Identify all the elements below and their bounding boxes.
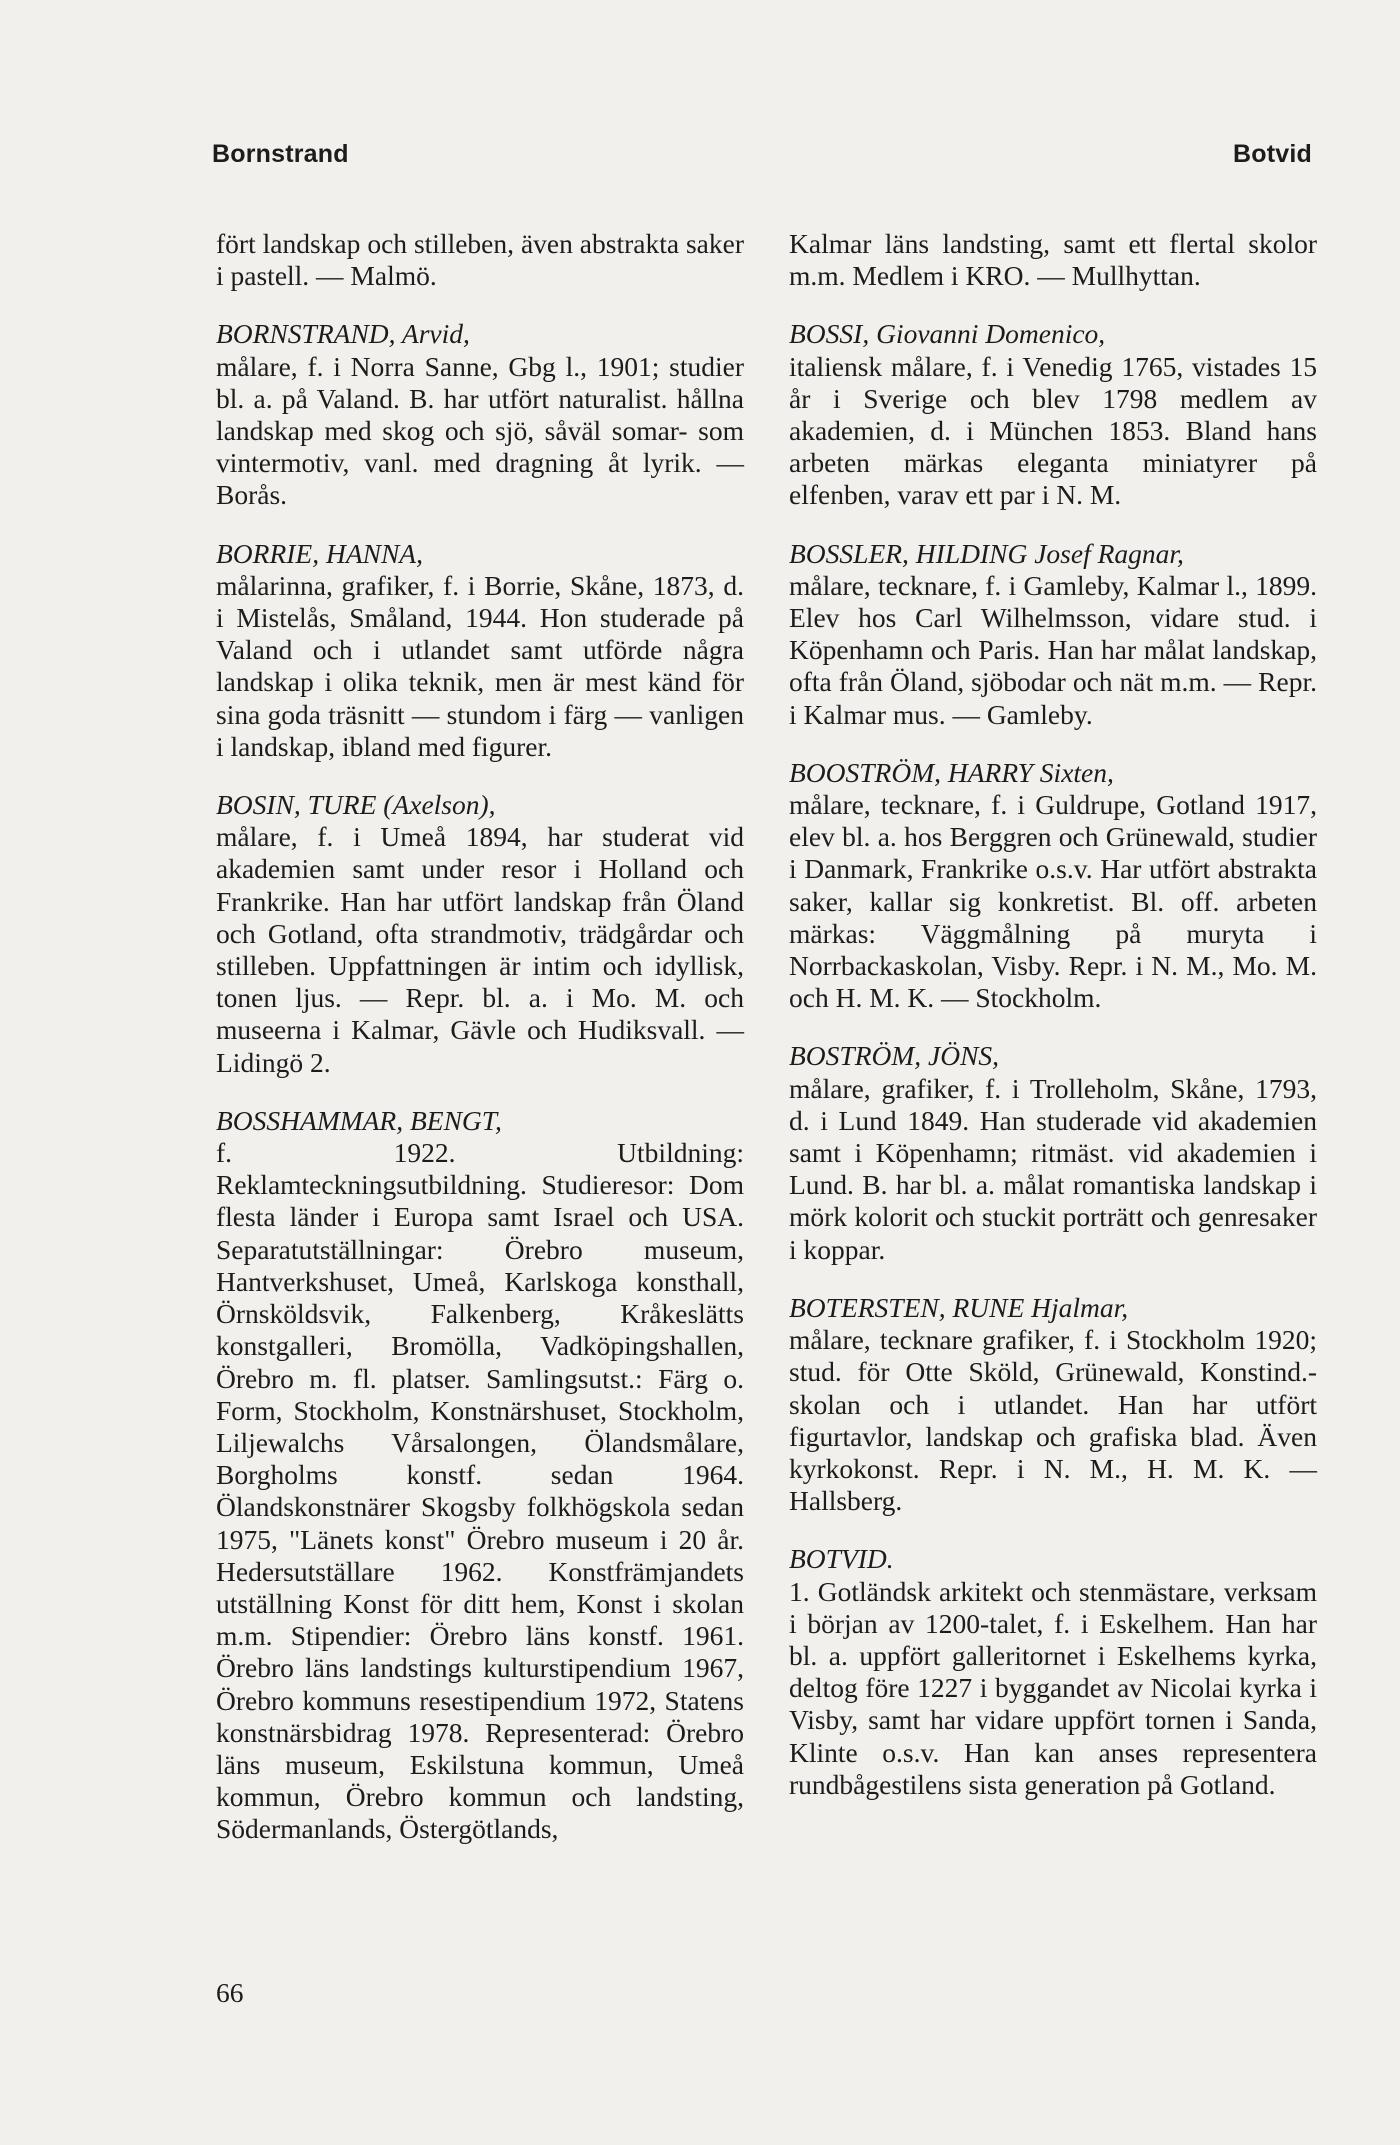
continuation-text-left: fört landskap och stilleben, även abstrakta saker i pastell. — Malmö. [216, 228, 744, 292]
entry-heading: BOTVID. [789, 1543, 894, 1575]
entry-heading: BOSIN, TURE (Axelson), [216, 789, 496, 821]
entry-body: målare, tecknare grafiker, f. i Stockholm 1920; stud. för Otte Sköld, Grünewald, Konstind.-skolan och i utlandet. Han har utfört figurtavlor, landskap och grafiska blad. Även kyrkokonst. Repr. i N. M., H. M. K. — Hallsberg. [789, 1324, 1317, 1517]
entry-heading: BOSSI, Giovanni Domenico, [789, 318, 1106, 350]
entry-botersten [789, 1292, 1317, 1517]
entry-body: målare, tecknare, f. i Gamleby, Kalmar l., 1899. Elev hos Carl Wilhelmsson, vidare stud. i Köpenhamn och Paris. Han har målat landskap, ofta från Öland, sjöbodar och nät m.m. — Repr. i Kalmar mus. — Gamleby. [789, 569, 1317, 730]
entry-bossler [789, 538, 1317, 731]
entry-heading: BORRIE, HANNA, [216, 537, 423, 569]
entry-bostrom [789, 1040, 1317, 1265]
entry-bosshammar [216, 1105, 744, 1846]
entry-body: 1. Gotländsk arkitekt och stenmästare, verksam i början av 1200-talet, f. i Eskelhem. Han har bl. a. uppfört galleritornet i Eskelhems kyrka, deltog före 1227 i byggandet av Nicolai kyrka i Visby, samt har vidare uppfört tornen i Sanda, Klinte o.s.v. Han kan anses representera rundbågestilens sista generation på Gotland. [789, 1575, 1317, 1800]
entry-heading: BORNSTRAND, Arvid, [216, 318, 470, 350]
entry-body: f. 1922. Utbildning: Reklamteckningsutbildning. Studieresor: Dom flesta länder i Europa samt Israel och USA. Separatutställningar: Örebro museum, Hantverkshuset, Umeå, Karlskoga konsthall, Örnsköldsvik, Falkenberg, Kråkeslätts konstgalleri, Bromölla, Vadköpingshallen, Örebro m. fl. platser. Samlingsutst.: Färg o. Form, Stockholm, Konstnärshuset, Stockholm, Liljewalchs Vårsalongen, Ölandsmålare, Borgholms konstf. sedan 1964. Ölandskonstnärer Skogsby folkhögskola sedan 1975, "Länets konst" Örebro museum i 20 år. Hedersutställare 1962. Konstfrämjandets utställning Konst för ditt hem, Konst i skolan m.m. Stipendier: Örebro läns konstf. 1961. Örebro läns landstings kulturstipendium 1967, Örebro kommuns resestipendium 1972, Statens konstnärsbidrag 1978. Representerad: Örebro läns museum, Eskilstuna kommun, Umeå kommun, Örebro kommun och landsting, Södermanlands, Östergötlands, [216, 1137, 744, 1845]
entry-botvid [789, 1543, 1317, 1801]
running-head-left: Bornstrand [212, 140, 349, 168]
entry-body: målarinna, grafiker, f. i Borrie, Skåne, 1873, d. i Mistelås, Småland, 1944. Hon studerade på Valand och i utlandet samt utförde några landskap i olika teknik, men är mest känd för sina goda träsnitt — stundom i färg — vanligen i landskap, ibland med figurer. [216, 569, 744, 762]
entry-bossi [789, 318, 1317, 511]
entry-bosin [216, 789, 744, 1079]
left-column [216, 228, 744, 1872]
entry-body: målare, f. i Norra Sanne, Gbg l., 1901; studier bl. a. på Valand. B. har utfört naturalist. hållna landskap med skog och sjö, såväl somar- som vintermotiv, vanl. med dragning åt lyrik. — Borås. [216, 350, 744, 511]
entry-body: målare, f. i Umeå 1894, har studerat vid akademien samt under resor i Holland och Frankrike. Han har utfört landskap från Öland och Gotland, ofta strandmotiv, trädgårdar och stilleben. Uppfattningen är intim och idyllisk, tonen ljus. — Repr. bl. a. i Mo. M. och museerna i Kalmar, Gävle och Hudiksvall. — Lidingö 2. [216, 821, 744, 1078]
entry-heading: BOSSHAMMAR, BENGT, [216, 1104, 502, 1136]
entry-body: målare, grafiker, f. i Trolleholm, Skåne, 1793, d. i Lund 1849. Han studerade vid akademien samt i Köpenhamn; ritmäst. vid akademien i Lund. B. har bl. a. målat romantiska landskap i mörk kolorit och stuckit porträtt och genresaker i koppar. [789, 1072, 1317, 1265]
entry-boostrom [789, 757, 1317, 1015]
entry-body: målare, tecknare, f. i Guldrupe, Gotland 1917, elev bl. a. hos Berggren och Grünewald, studier i Danmark, Frankrike o.s.v. Har utfört abstrakta saker, kallar sig konkretist. Bl. off. arbeten märkas: Väggmålning på muryta i Norrbackaskolan, Visby. Repr. i N. M., Mo. M. och H. M. K. — Stockholm. [789, 789, 1317, 1014]
entry-heading: BOOSTRÖM, HARRY Sixten, [789, 756, 1114, 788]
running-head-right: Botvid [1233, 140, 1312, 168]
entry-bornstrand [216, 318, 744, 511]
entry-borrie [216, 538, 744, 763]
page-number: 66 [216, 1977, 244, 2008]
entry-heading: BOSTRÖM, JÖNS, [789, 1040, 1000, 1072]
right-column [789, 228, 1317, 1827]
entry-heading: BOTERSTEN, RUNE Hjalmar, [789, 1291, 1129, 1323]
entry-heading: BOSSLER, HILDING Josef Ragnar, [789, 537, 1184, 569]
continuation-text-right: Kalmar läns landsting, samt ett flertal skolor m.m. Medlem i KRO. — Mullhyttan. [789, 228, 1317, 292]
entry-body: italiensk målare, f. i Venedig 1765, vistades 15 år i Sverige och blev 1798 medlem av akademien, d. i München 1853. Bland hans arbeten märkas eleganta miniatyrer på elfenben, varav ett par i N. M. [789, 350, 1317, 511]
